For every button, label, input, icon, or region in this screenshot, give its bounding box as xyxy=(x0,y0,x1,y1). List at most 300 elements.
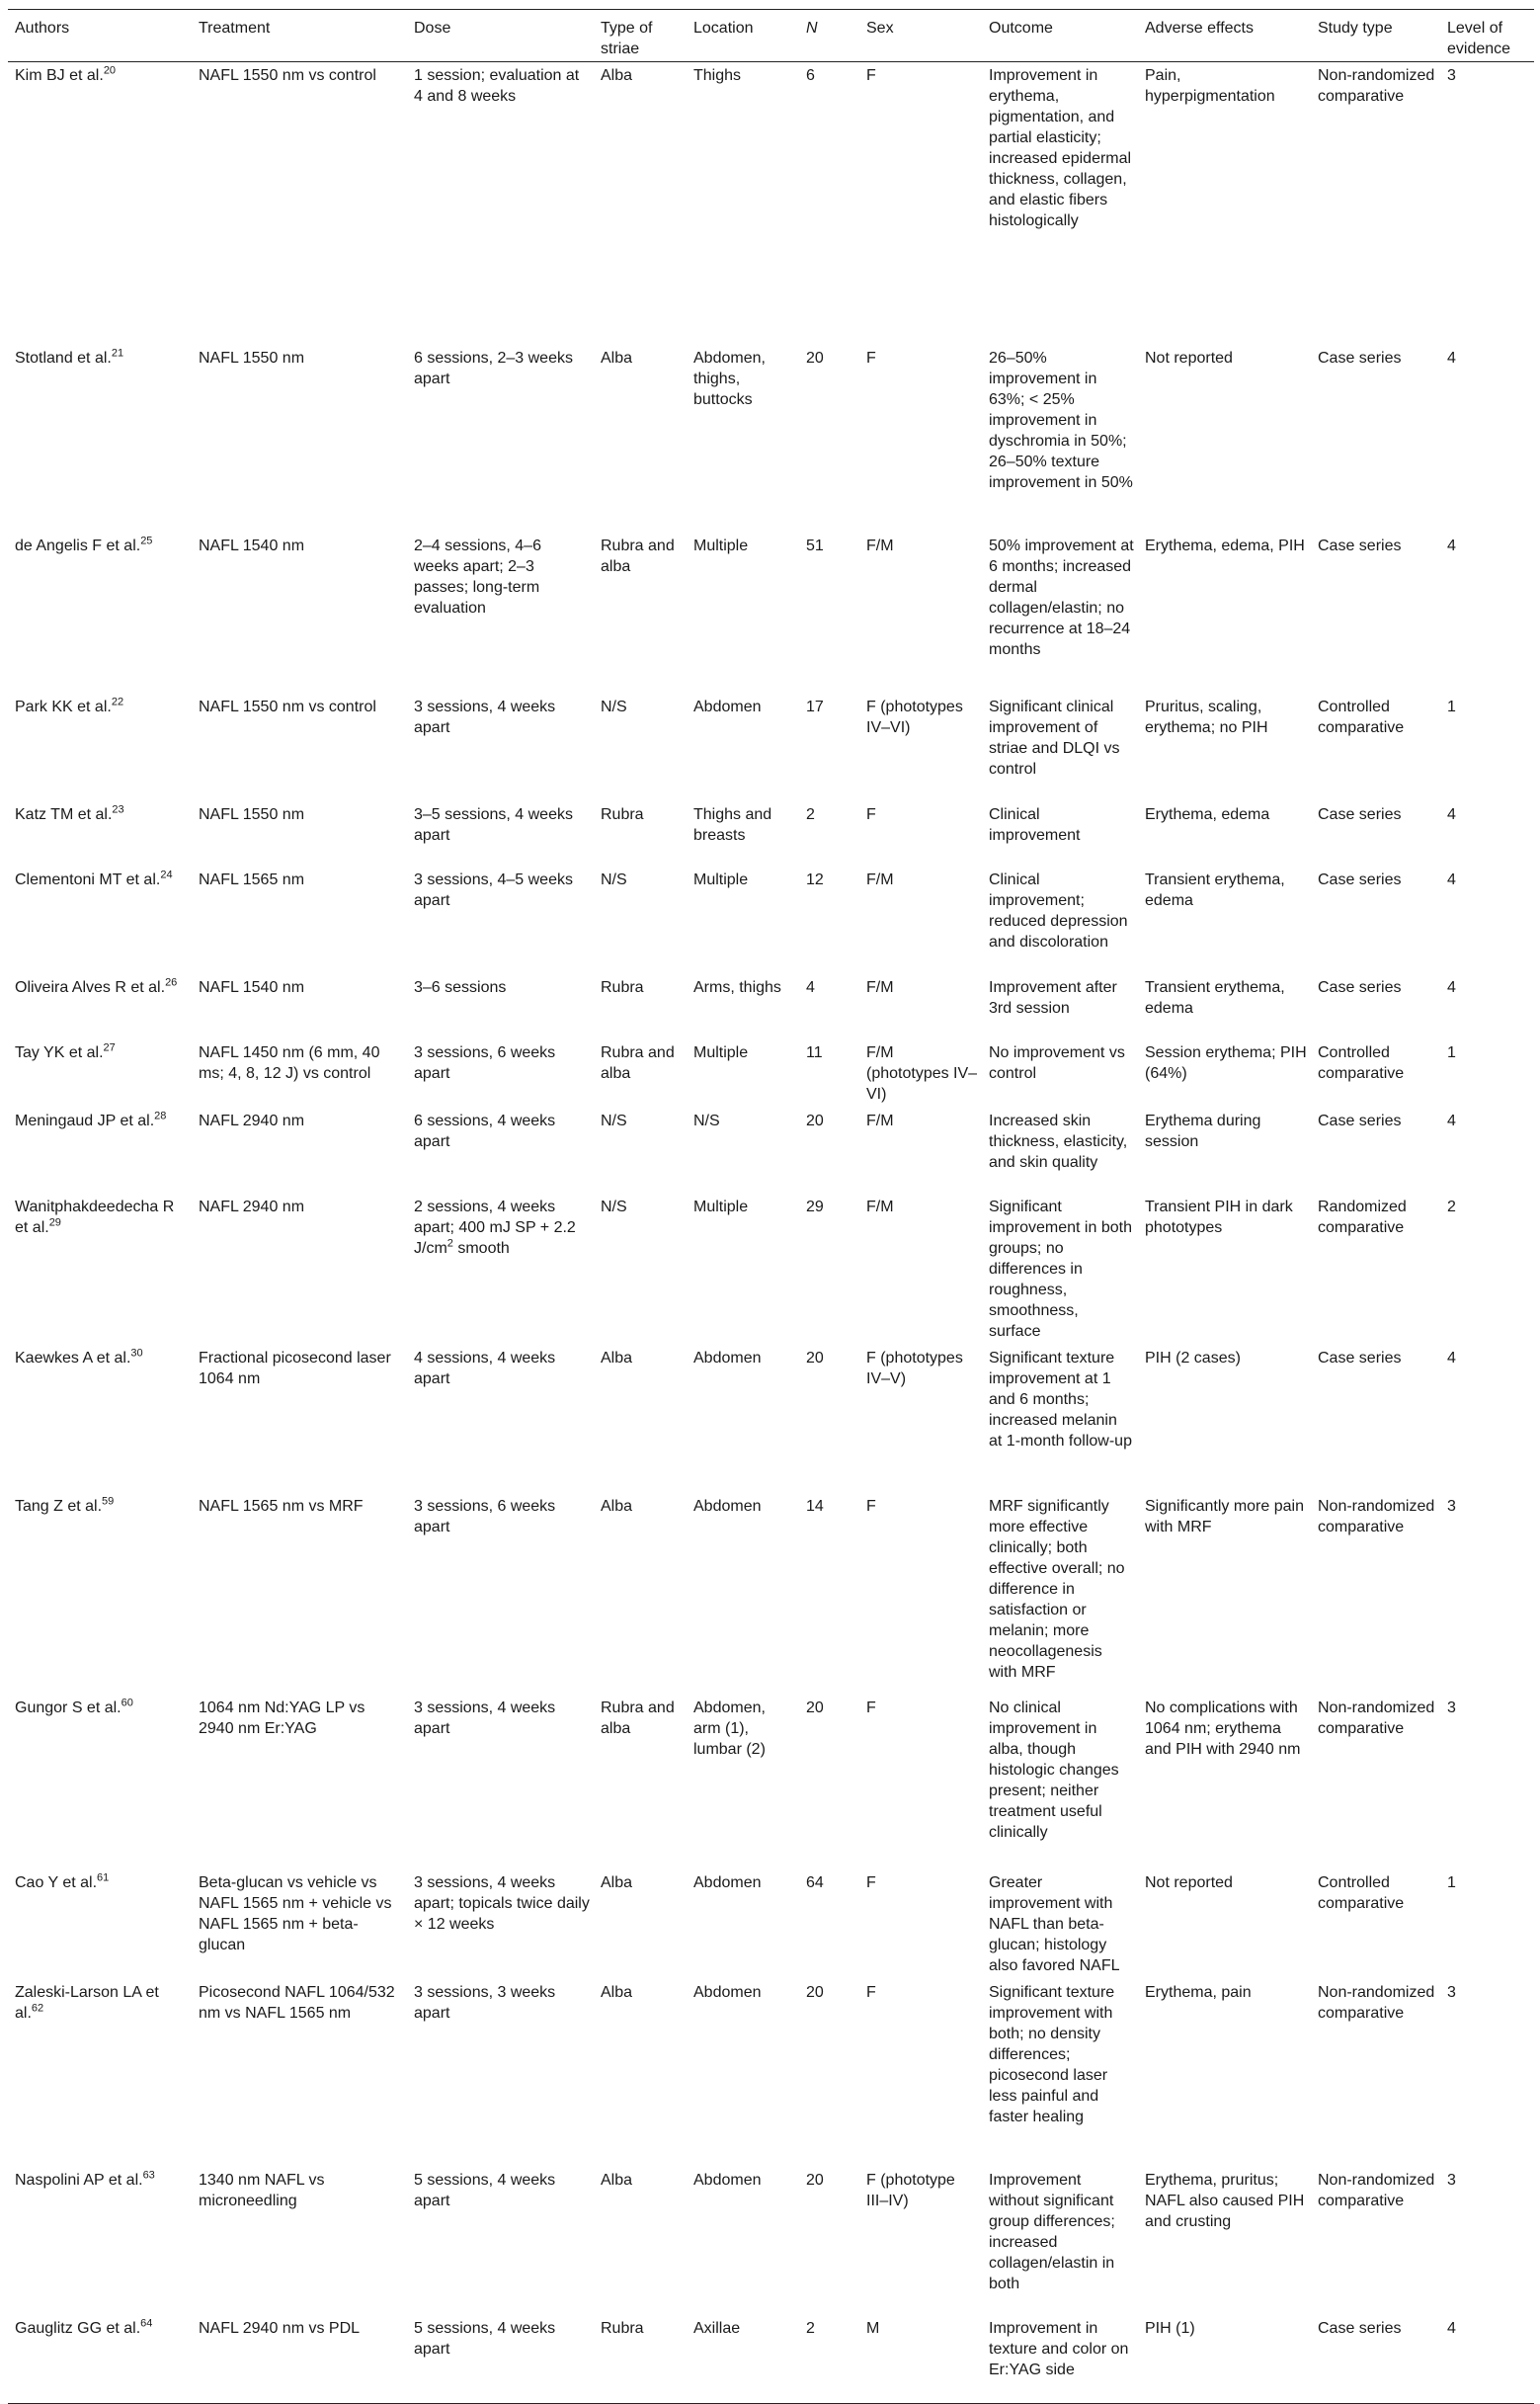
adverse-effects-text: Transient erythema, edema xyxy=(1145,870,1285,909)
cell-dose xyxy=(407,530,594,691)
cell-sex xyxy=(859,864,982,971)
cell-treatment xyxy=(192,2312,407,2404)
sex-text: F (phototypes IV–VI) xyxy=(866,698,963,736)
dose-text: 6 sessions, 4 weeks apart xyxy=(414,1112,556,1150)
cell-dose xyxy=(407,864,594,971)
level-of-evidence-text: 3 xyxy=(1447,67,1456,84)
level-of-evidence-text: 4 xyxy=(1447,349,1456,367)
cell-adverse-effects xyxy=(1138,1342,1311,1490)
sex-text: F xyxy=(866,805,876,823)
adverse-effects-text: Transient erythema, edema xyxy=(1145,978,1285,1017)
sex-text: F/M xyxy=(866,537,894,554)
reference-number: 27 xyxy=(103,1041,116,1054)
cell-n xyxy=(799,864,859,971)
cell-dose xyxy=(407,1866,594,1976)
study-type-text: Case series xyxy=(1318,978,1402,996)
study-type-text: Non-randomized comparative xyxy=(1318,67,1435,105)
reference-number: 26 xyxy=(165,976,178,989)
cell-location xyxy=(687,864,799,971)
study-type-text: Case series xyxy=(1318,1112,1402,1129)
table-row xyxy=(8,691,1534,798)
outcome-text: Improvement in erythema, pigmentation, and partial elasticity; increased epidermal thickness, collagen, and elastic fibers histologically xyxy=(989,67,1132,229)
level-of-evidence-text: 4 xyxy=(1447,978,1456,996)
cell-dose xyxy=(407,1692,594,1866)
cell-sex xyxy=(859,1342,982,1490)
cell-level-of-evidence xyxy=(1440,1105,1534,1191)
cell-location xyxy=(687,2312,799,2404)
reference-number: 29 xyxy=(48,1216,61,1229)
cell-dose xyxy=(407,971,594,1036)
cell-outcome xyxy=(982,342,1138,530)
table-row xyxy=(8,1105,1534,1191)
cell-type-of-striae xyxy=(594,2312,687,2404)
cell-location xyxy=(687,1036,799,1105)
type-of-striae-text: Alba xyxy=(601,1497,633,1515)
cell-study-type xyxy=(1311,1342,1440,1490)
cell-level-of-evidence xyxy=(1440,798,1534,864)
header-study-type: Study type xyxy=(1311,10,1440,62)
table-row xyxy=(8,864,1534,971)
cell-dose xyxy=(407,1342,594,1490)
treatment-text: NAFL 2940 nm xyxy=(199,1198,305,1215)
cell-treatment xyxy=(192,1105,407,1191)
adverse-effects-text: Session erythema; PIH (64%) xyxy=(1145,1043,1307,1082)
author-text: Meningaud JP et al. xyxy=(15,1112,155,1129)
location-text: Multiple xyxy=(693,537,749,554)
author-text: Oliveira Alves R et al. xyxy=(15,978,166,996)
reference-number: 60 xyxy=(121,1697,133,1709)
cell-treatment xyxy=(192,1976,407,2164)
cell-level-of-evidence xyxy=(1440,1490,1534,1692)
cell-outcome xyxy=(982,971,1138,1036)
cell-level-of-evidence xyxy=(1440,342,1534,530)
cell-sex xyxy=(859,530,982,691)
adverse-effects-text: Transient PIH in dark phototypes xyxy=(1145,1198,1293,1236)
cell-outcome xyxy=(982,1342,1138,1490)
location-text: Abdomen xyxy=(693,2171,762,2189)
table-row xyxy=(8,1490,1534,1692)
sex-text: F (phototype III–IV) xyxy=(866,2171,955,2209)
author-text: Gungor S et al. xyxy=(15,1699,122,1716)
type-of-striae-text: N/S xyxy=(601,1112,627,1129)
n-text: 64 xyxy=(806,1873,824,1891)
cell-type-of-striae xyxy=(594,62,687,342)
location-text: Abdomen xyxy=(693,1873,762,1891)
adverse-effects-text: Pain, hyperpigmentation xyxy=(1145,67,1275,105)
adverse-effects-text: PIH (2 cases) xyxy=(1145,1349,1241,1367)
cell-level-of-evidence xyxy=(1440,1191,1534,1342)
dose-text: 3 sessions, 4 weeks apart; topicals twice daily × 12 weeks xyxy=(414,1873,590,1933)
cell-outcome xyxy=(982,1191,1138,1342)
cell-location xyxy=(687,1105,799,1191)
reference-number: 20 xyxy=(103,64,117,77)
cell-author xyxy=(8,1490,192,1692)
cell-study-type xyxy=(1311,1036,1440,1105)
cell-author xyxy=(8,342,192,530)
reference-number: 62 xyxy=(31,2002,44,2015)
cell-n xyxy=(799,1105,859,1191)
table-row xyxy=(8,2312,1534,2404)
adverse-effects-text: PIH (1) xyxy=(1145,2319,1195,2337)
header-n: N xyxy=(799,10,859,62)
sex-text: F xyxy=(866,1699,876,1716)
adverse-effects-text: Significantly more pain with MRF xyxy=(1145,1497,1304,1535)
dose-text: 5 sessions, 4 weeks apart xyxy=(414,2171,556,2209)
cell-level-of-evidence xyxy=(1440,1342,1534,1490)
cell-dose xyxy=(407,1105,594,1191)
cell-study-type xyxy=(1311,2164,1440,2312)
outcome-text: Significant texture improvement with both; no density differences; picosecond laser less painful and faster healing xyxy=(989,1983,1115,2125)
cell-type-of-striae xyxy=(594,1191,687,1342)
cell-location xyxy=(687,971,799,1036)
treatment-text: Picosecond NAFL 1064/532 nm vs NAFL 1565 nm xyxy=(199,1983,395,2022)
cell-n xyxy=(799,1036,859,1105)
location-text: Abdomen xyxy=(693,1349,762,1367)
cell-n xyxy=(799,342,859,530)
cell-location xyxy=(687,2164,799,2312)
cell-sex xyxy=(859,1191,982,1342)
author-text: Katz TM et al. xyxy=(15,805,113,823)
cell-sex xyxy=(859,971,982,1036)
level-of-evidence-text: 4 xyxy=(1447,870,1456,888)
study-type-text: Non-randomized comparative xyxy=(1318,1983,1435,2022)
studies-table xyxy=(8,9,1534,2404)
treatment-text: 1340 nm NAFL vs microneedling xyxy=(199,2171,325,2209)
cell-author xyxy=(8,1191,192,1342)
dose-text: 3 sessions, 3 weeks apart xyxy=(414,1983,556,2022)
outcome-text: Increased skin thickness, elasticity, and skin quality xyxy=(989,1112,1128,1171)
type-of-striae-text: Alba xyxy=(601,2171,633,2189)
cell-adverse-effects xyxy=(1138,1191,1311,1342)
outcome-text: Improvement after 3rd session xyxy=(989,978,1117,1017)
n-text: 51 xyxy=(806,537,824,554)
cell-author xyxy=(8,691,192,798)
sex-text: F/M (phototypes IV–VI) xyxy=(866,1043,978,1103)
type-of-striae-text: Rubra xyxy=(601,2319,644,2337)
n-text: 20 xyxy=(806,1112,824,1129)
cell-type-of-striae xyxy=(594,1036,687,1105)
cell-location xyxy=(687,1976,799,2164)
level-of-evidence-text: 3 xyxy=(1447,2171,1456,2189)
cell-author xyxy=(8,1976,192,2164)
location-text: Abdomen xyxy=(693,1497,762,1515)
cell-treatment xyxy=(192,62,407,342)
table-row xyxy=(8,342,1534,530)
reference-number: 63 xyxy=(142,2169,155,2182)
cell-study-type xyxy=(1311,1692,1440,1866)
header-authors: Authors xyxy=(8,10,192,62)
location-text: Thighs xyxy=(693,67,742,84)
cell-n xyxy=(799,2164,859,2312)
cell-type-of-striae xyxy=(594,798,687,864)
table-header xyxy=(8,10,1534,62)
header-row xyxy=(8,10,1534,62)
cell-adverse-effects xyxy=(1138,530,1311,691)
n-text: 14 xyxy=(806,1497,824,1515)
treatment-text: NAFL 1565 nm vs MRF xyxy=(199,1497,364,1515)
type-of-striae-text: N/S xyxy=(601,698,627,715)
cell-n xyxy=(799,2312,859,2404)
table-row xyxy=(8,1036,1534,1105)
header-adverse-effects: Adverse effects xyxy=(1138,10,1311,62)
table-row xyxy=(8,62,1534,342)
cell-level-of-evidence xyxy=(1440,2164,1534,2312)
location-text: Abdomen xyxy=(693,1983,762,2001)
cell-treatment xyxy=(192,1692,407,1866)
cell-author xyxy=(8,1036,192,1105)
outcome-text: MRF significantly more effective clinically; both effective overall; no difference in satisfaction or melanin; more neocollagenesis with MRF xyxy=(989,1497,1125,1681)
cell-sex xyxy=(859,1692,982,1866)
adverse-effects-text: Erythema, pruritus; NAFL also caused PIH and crusting xyxy=(1145,2171,1305,2230)
cell-dose xyxy=(407,798,594,864)
location-text: Multiple xyxy=(693,1198,749,1215)
cell-study-type xyxy=(1311,2312,1440,2404)
cell-dose xyxy=(407,2312,594,2404)
n-text: 12 xyxy=(806,870,824,888)
outcome-text: Greater improvement with NAFL than beta-glucan; histology also favored NAFL xyxy=(989,1873,1120,1974)
type-of-striae-text: N/S xyxy=(601,870,627,888)
cell-level-of-evidence xyxy=(1440,1036,1534,1105)
dose-text: 3 sessions, 4 weeks apart xyxy=(414,698,556,736)
cell-adverse-effects xyxy=(1138,1692,1311,1866)
cell-adverse-effects xyxy=(1138,798,1311,864)
treatment-text: NAFL 1540 nm xyxy=(199,537,305,554)
cell-type-of-striae xyxy=(594,864,687,971)
level-of-evidence-text: 1 xyxy=(1447,1043,1456,1061)
cell-type-of-striae xyxy=(594,1342,687,1490)
outcome-text: 50% improvement at 6 months; increased dermal collagen/elastin; no recurrence at 18–24 months xyxy=(989,537,1134,658)
cell-type-of-striae xyxy=(594,1692,687,1866)
cell-level-of-evidence xyxy=(1440,2312,1534,2404)
cell-sex xyxy=(859,1036,982,1105)
header-level-of-evidence: Level of evidence xyxy=(1440,10,1534,62)
treatment-text: 1064 nm Nd:YAG LP vs 2940 nm Er:YAG xyxy=(199,1699,365,1737)
cell-sex xyxy=(859,798,982,864)
n-text: 2 xyxy=(806,2319,815,2337)
cell-study-type xyxy=(1311,342,1440,530)
level-of-evidence-text: 4 xyxy=(1447,805,1456,823)
location-text: Arms, thighs xyxy=(693,978,781,996)
cell-study-type xyxy=(1311,971,1440,1036)
study-type-text: Case series xyxy=(1318,1349,1402,1367)
cell-adverse-effects xyxy=(1138,62,1311,342)
cell-adverse-effects xyxy=(1138,1866,1311,1976)
location-text: Abdomen, arm (1), lumbar (2) xyxy=(693,1699,766,1758)
type-of-striae-text: Alba xyxy=(601,1349,633,1367)
type-of-striae-text: Rubra and alba xyxy=(601,1699,675,1737)
cell-study-type xyxy=(1311,1976,1440,2164)
cell-n xyxy=(799,1191,859,1342)
study-type-text: Case series xyxy=(1318,870,1402,888)
cell-n xyxy=(799,1976,859,2164)
cell-location xyxy=(687,62,799,342)
dose-text: 2–4 sessions, 4–6 weeks apart; 2–3 passes; long-term evaluation xyxy=(414,537,541,617)
adverse-effects-text: Not reported xyxy=(1145,1873,1233,1891)
cell-sex xyxy=(859,1866,982,1976)
outcome-text: Significant improvement in both groups; no differences in roughness, smoothness, surface xyxy=(989,1198,1132,1340)
type-of-striae-text: Alba xyxy=(601,1983,633,2001)
table-row xyxy=(8,2164,1534,2312)
treatment-text: NAFL 2940 nm xyxy=(199,1112,305,1129)
n-text: 17 xyxy=(806,698,824,715)
cell-location xyxy=(687,1490,799,1692)
cell-study-type xyxy=(1311,1866,1440,1976)
dose-text: 1 session; evaluation at 4 and 8 weeks xyxy=(414,67,580,105)
sex-text: F/M xyxy=(866,978,894,996)
sex-text: F xyxy=(866,1983,876,2001)
table-row xyxy=(8,1191,1534,1342)
cell-level-of-evidence xyxy=(1440,1692,1534,1866)
level-of-evidence-text: 4 xyxy=(1447,537,1456,554)
cell-outcome xyxy=(982,691,1138,798)
cell-level-of-evidence xyxy=(1440,691,1534,798)
cell-author xyxy=(8,971,192,1036)
cell-author xyxy=(8,1342,192,1490)
dose-text: 5 sessions, 4 weeks apart xyxy=(414,2319,556,2358)
dose-text: 4 sessions, 4 weeks apart xyxy=(414,1349,556,1387)
outcome-text: Clinical improvement; reduced depression and discoloration xyxy=(989,870,1128,951)
cell-adverse-effects xyxy=(1138,1976,1311,2164)
author-text: Gauglitz GG et al. xyxy=(15,2319,141,2337)
cell-author xyxy=(8,1105,192,1191)
cell-study-type xyxy=(1311,691,1440,798)
cell-treatment xyxy=(192,1342,407,1490)
cell-treatment xyxy=(192,691,407,798)
cell-dose xyxy=(407,1976,594,2164)
study-type-text: Case series xyxy=(1318,2319,1402,2337)
adverse-effects-text: No complications with 1064 nm; erythema and PIH with 2940 nm xyxy=(1145,1699,1301,1758)
cell-type-of-striae xyxy=(594,971,687,1036)
cell-study-type xyxy=(1311,864,1440,971)
cell-treatment xyxy=(192,1191,407,1342)
cell-author xyxy=(8,798,192,864)
cell-n xyxy=(799,1342,859,1490)
cell-level-of-evidence xyxy=(1440,1976,1534,2164)
author-text: Clementoni MT et al. xyxy=(15,870,161,888)
adverse-effects-text: Erythema, pain xyxy=(1145,1983,1252,2001)
cell-location xyxy=(687,342,799,530)
reference-number: 64 xyxy=(140,2317,153,2330)
reference-number: 25 xyxy=(140,535,153,547)
cell-treatment xyxy=(192,342,407,530)
outcome-text: Improvement without significant group differences; increased collagen/elastin in both xyxy=(989,2171,1115,2292)
outcome-text: Significant texture improvement at 1 and 6 months; increased melanin at 1-month follow-up xyxy=(989,1349,1132,1450)
reference-number: 23 xyxy=(112,803,124,816)
reference-number: 22 xyxy=(111,696,124,708)
cell-sex xyxy=(859,1490,982,1692)
n-text: 20 xyxy=(806,1349,824,1367)
dose-text: 3 sessions, 6 weeks apart xyxy=(414,1043,556,1082)
level-of-evidence-text: 3 xyxy=(1447,1983,1456,2001)
table-row xyxy=(8,530,1534,691)
level-of-evidence-text: 1 xyxy=(1447,1873,1456,1891)
cell-type-of-striae xyxy=(594,1105,687,1191)
cell-treatment xyxy=(192,798,407,864)
location-text: Axillae xyxy=(693,2319,741,2337)
sex-text: F/M xyxy=(866,1112,894,1129)
dose-text: 3–6 sessions xyxy=(414,978,507,996)
cell-sex xyxy=(859,691,982,798)
cell-study-type xyxy=(1311,1105,1440,1191)
cell-treatment xyxy=(192,1036,407,1105)
cell-n xyxy=(799,1490,859,1692)
cell-dose xyxy=(407,1490,594,1692)
sex-text: F/M xyxy=(866,1198,894,1215)
type-of-striae-text: Rubra xyxy=(601,805,644,823)
treatment-text: NAFL 1550 nm xyxy=(199,805,305,823)
cell-outcome xyxy=(982,530,1138,691)
header-dose: Dose xyxy=(407,10,594,62)
treatment-text: Beta-glucan vs vehicle vs NAFL 1565 nm + vehicle vs NAFL 1565 nm + beta-glucan xyxy=(199,1873,392,1953)
cell-sex xyxy=(859,2312,982,2404)
header-type-of-striae: Type of striae xyxy=(594,10,687,62)
cell-type-of-striae xyxy=(594,530,687,691)
author-text: Naspolini AP et al. xyxy=(15,2171,143,2189)
adverse-effects-text: Erythema during session xyxy=(1145,1112,1261,1150)
header-sex: Sex xyxy=(859,10,982,62)
n-text: 20 xyxy=(806,1983,824,2001)
cell-study-type xyxy=(1311,530,1440,691)
cell-dose xyxy=(407,691,594,798)
type-of-striae-text: Rubra and alba xyxy=(601,1043,675,1082)
treatment-text: Fractional picosecond laser 1064 nm xyxy=(199,1349,391,1387)
cell-n xyxy=(799,971,859,1036)
sex-text: F xyxy=(866,1497,876,1515)
dose-text: 3 sessions, 4 weeks apart xyxy=(414,1699,556,1737)
table-row xyxy=(8,1692,1534,1866)
header-treatment: Treatment xyxy=(192,10,407,62)
table-body xyxy=(8,62,1534,2404)
cell-outcome xyxy=(982,1976,1138,2164)
study-type-text: Case series xyxy=(1318,349,1402,367)
location-text: Abdomen, thighs, buttocks xyxy=(693,349,766,408)
cell-location xyxy=(687,798,799,864)
cell-author xyxy=(8,530,192,691)
author-text: Cao Y et al. xyxy=(15,1873,98,1891)
type-of-striae-text: Rubra xyxy=(601,978,644,996)
treatment-text: NAFL 1550 nm vs control xyxy=(199,67,376,84)
location-text: N/S xyxy=(693,1112,720,1129)
dose-text: 3 sessions, 4–5 weeks apart xyxy=(414,870,573,909)
cell-type-of-striae xyxy=(594,1490,687,1692)
header-outcome: Outcome xyxy=(982,10,1138,62)
cell-type-of-striae xyxy=(594,342,687,530)
cell-location xyxy=(687,691,799,798)
table-row xyxy=(8,798,1534,864)
cell-author xyxy=(8,2164,192,2312)
cell-level-of-evidence xyxy=(1440,530,1534,691)
adverse-effects-text: Not reported xyxy=(1145,349,1233,367)
table-row xyxy=(8,1342,1534,1490)
cell-outcome xyxy=(982,1490,1138,1692)
type-of-striae-text: Rubra and alba xyxy=(601,537,675,575)
adverse-effects-text: Erythema, edema, PIH xyxy=(1145,537,1305,554)
n-text: 20 xyxy=(806,2171,824,2189)
treatment-text: NAFL 1550 nm xyxy=(199,349,305,367)
study-type-text: Controlled comparative xyxy=(1318,1873,1405,1912)
reference-number: 21 xyxy=(111,347,124,360)
cell-type-of-striae xyxy=(594,2164,687,2312)
adverse-effects-text: Erythema, edema xyxy=(1145,805,1270,823)
sex-text: F/M xyxy=(866,870,894,888)
treatment-text: NAFL 1565 nm xyxy=(199,870,305,888)
reference-number: 28 xyxy=(154,1110,167,1122)
cell-location xyxy=(687,1692,799,1866)
cell-study-type xyxy=(1311,1490,1440,1692)
study-type-text: Randomized comparative xyxy=(1318,1198,1407,1236)
sex-text: F xyxy=(866,349,876,367)
cell-n xyxy=(799,62,859,342)
